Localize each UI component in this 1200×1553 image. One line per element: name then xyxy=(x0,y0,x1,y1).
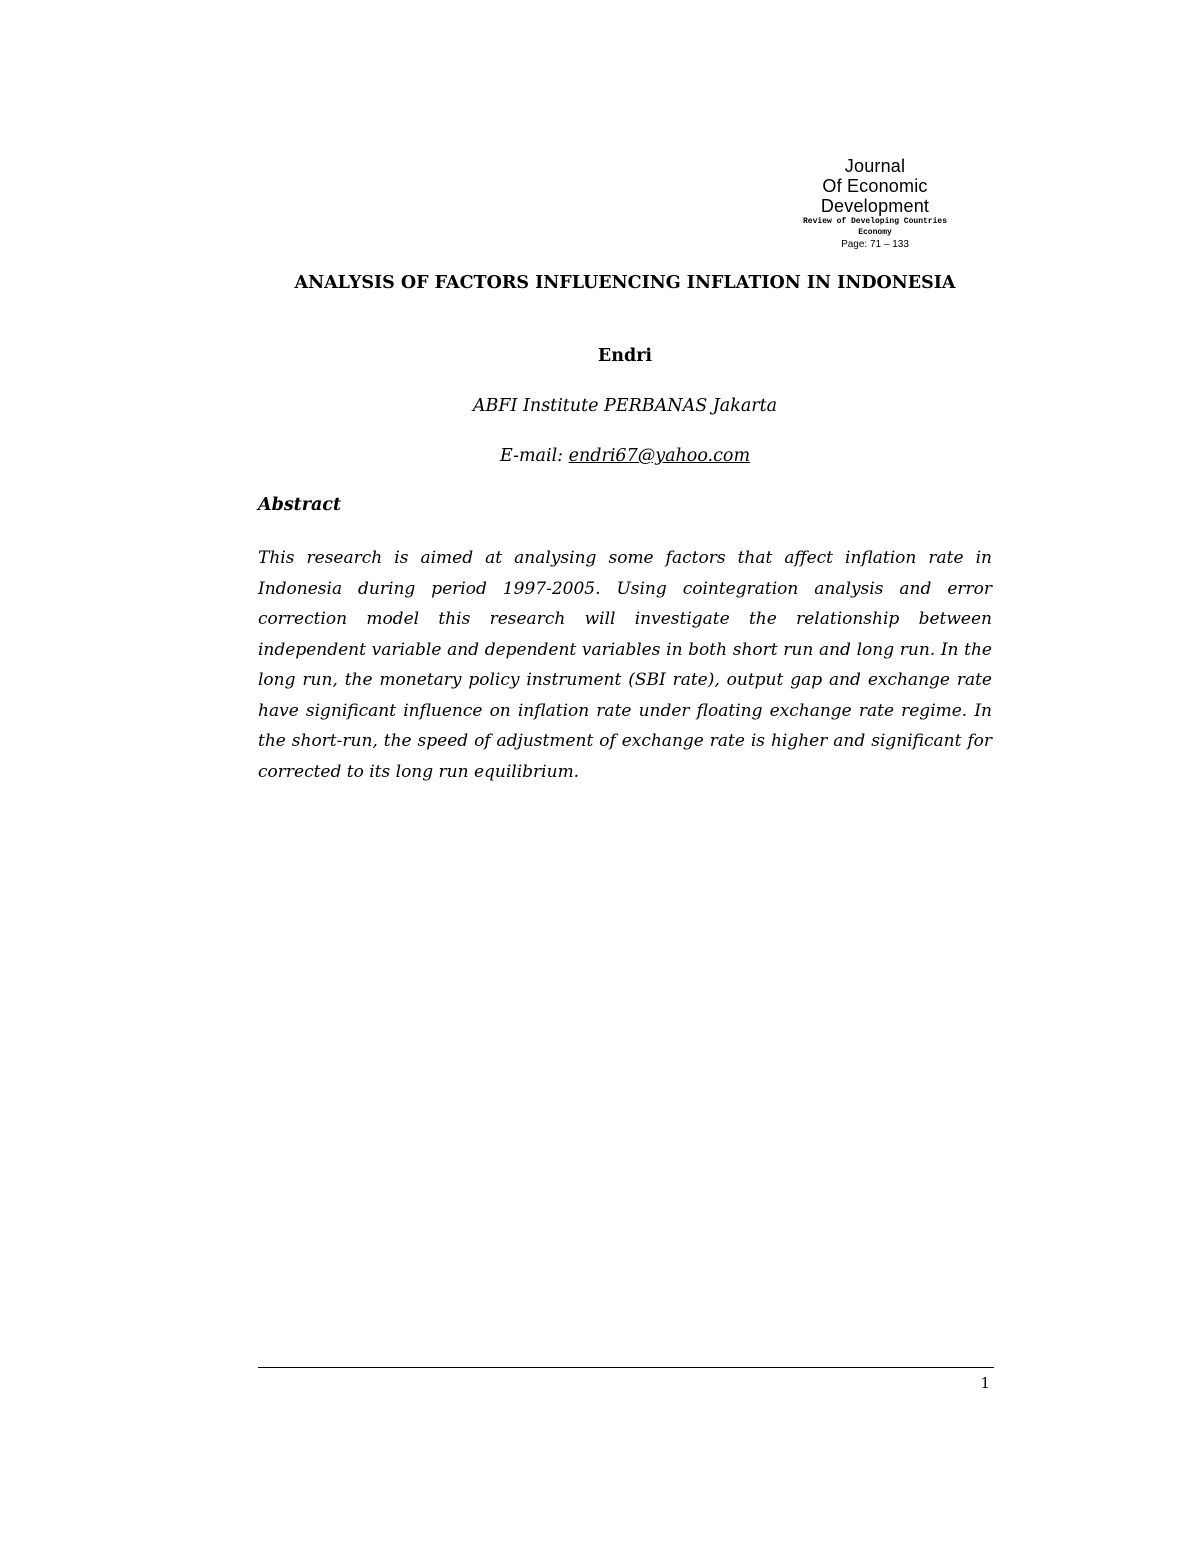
page-number: 1 xyxy=(980,1374,990,1392)
email-link[interactable]: endri67@yahoo.com xyxy=(568,446,751,466)
abstract-heading: Abstract xyxy=(258,495,342,515)
journal-page-range: Page: 71 – 133 xyxy=(841,239,909,250)
journal-subtitle-line-1: Review of Developing Countries xyxy=(802,217,948,226)
email-label: E-mail: xyxy=(499,446,569,466)
journal-name-line-3: Development xyxy=(820,196,930,216)
paper-title: ANALYSIS OF FACTORS INFLUENCING INFLATION IN INDONESIA xyxy=(294,273,956,293)
author-email-line xyxy=(258,446,992,466)
journal-header xyxy=(760,157,990,250)
journal-subtitle-line-2: Economy xyxy=(858,228,892,237)
abstract-body: This research is aimed at analysing some factors that affect inflation rate in Indonesia during period 1997-2005. Using cointegration analysis and error correction model this research will investigate the relationship between independent variable and dependent variables in both short run and long run. In the long run, the monetary policy instrument (SBI rate), output gap and exchange rate have significant influence on inflation rate under floating exchange rate regime. In the short-run, the speed of adjustment of exchange rate is higher and significant for corrected to its long run equilibrium. xyxy=(258,548,992,782)
author-affiliation: ABFI Institute PERBANAS Jakarta xyxy=(472,396,778,416)
journal-name-line-2: Of Economic xyxy=(822,176,928,196)
author-name: Endri xyxy=(597,346,653,366)
journal-name-line-1: Journal xyxy=(844,156,906,176)
footer-divider xyxy=(258,1367,994,1368)
